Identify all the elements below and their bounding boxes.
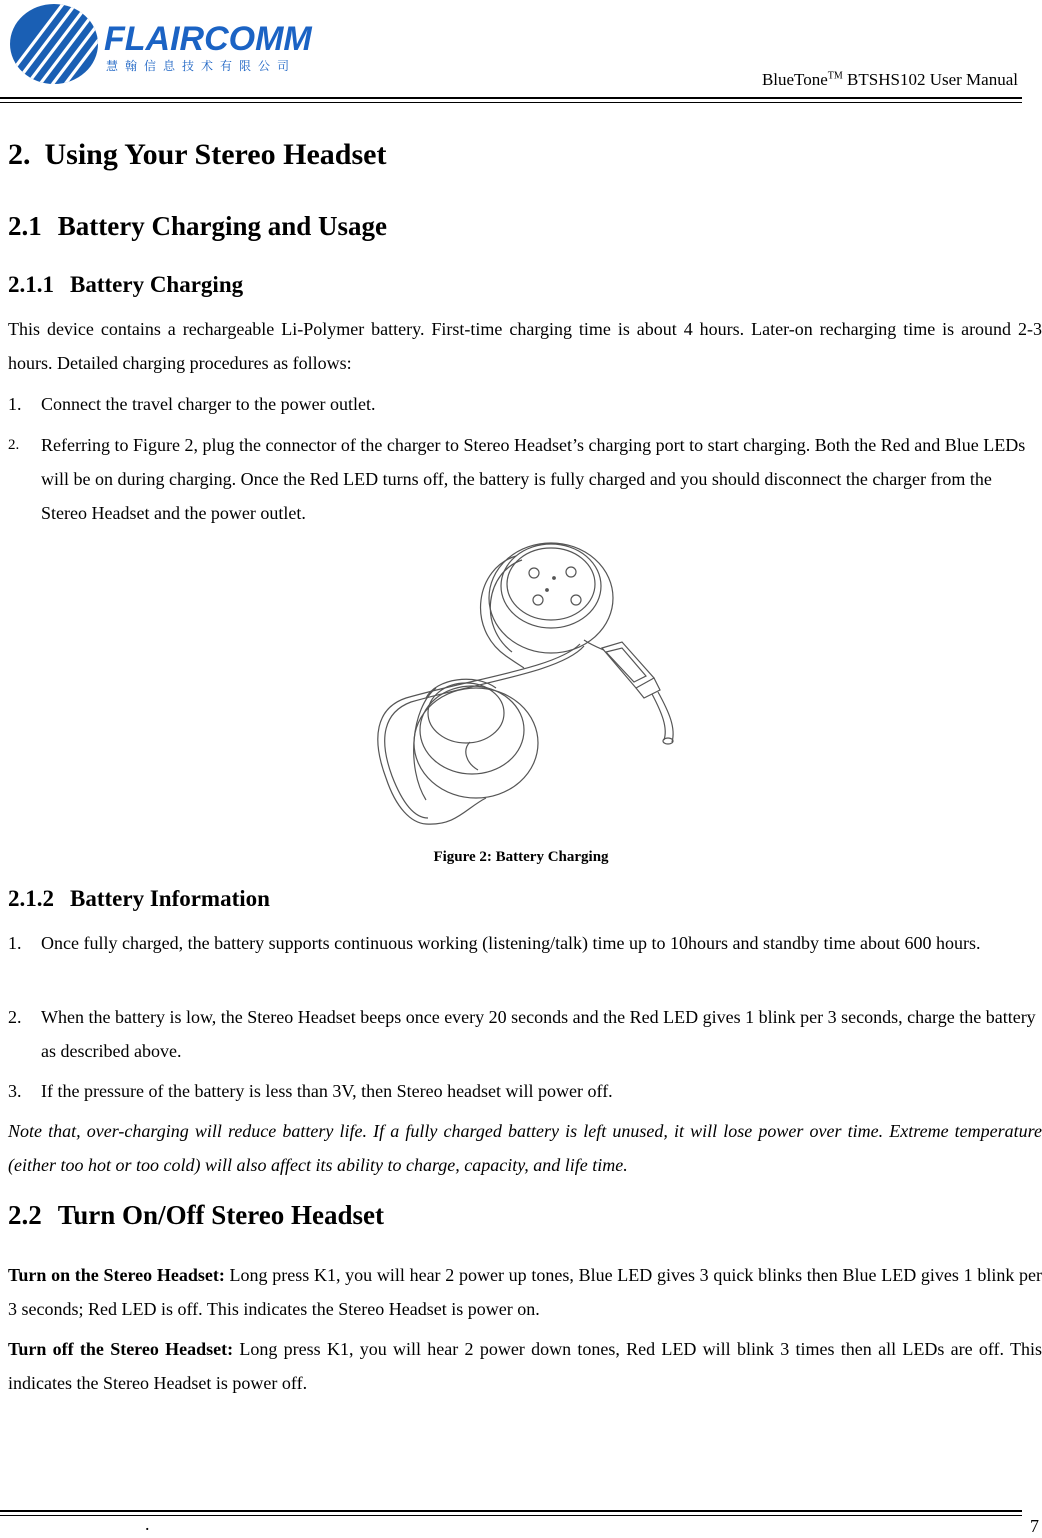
list-item: 2. Referring to Figure 2, plug the connector of the charger to Stereo Headset’s charging port to start charging. Both the Red and Blue LEDs will be on during charging. Once the Red LED turns off, the battery is fully charged and you should disconnect the charger from the Stereo Headset and the power outlet. bbox=[8, 435, 1026, 523]
footer-mark: . bbox=[145, 1514, 150, 1534]
flaircomm-logo bbox=[6, 2, 316, 90]
battery-note: Note that, over-charging will reduce battery life. If a fully charged battery is left unused, it will lose power over time. Extreme temperature (either too hot or too cold) will also affect its ability to charge, capacity, and life time. bbox=[8, 1121, 1042, 1175]
section-heading: 2. Using Your Stereo Headset bbox=[8, 138, 387, 171]
list-item: 1. Once fully charged, the battery supports continuous working (listening/talk) time up to 10hours and standby time about 600 hours. bbox=[8, 933, 981, 953]
logo-subtext: 慧翰信息技术有限公司 bbox=[106, 59, 297, 73]
page-number: 7 bbox=[1030, 1516, 1039, 1536]
header-rule-thin bbox=[0, 102, 1022, 103]
headset-charging-illustration bbox=[366, 538, 686, 830]
figure-caption: Figure 2: Battery Charging bbox=[433, 849, 609, 865]
header-rule bbox=[0, 97, 1022, 99]
subsection-heading-2-1: 2.1 Battery Charging and Usage bbox=[8, 211, 387, 241]
footer-rule-thin bbox=[0, 1515, 1022, 1516]
subsection-heading-2-1-2: 2.1.2 Battery Information bbox=[8, 886, 270, 911]
list-item: 3. If the pressure of the battery is less than 3V, then Stereo headset will power off. bbox=[8, 1081, 613, 1101]
turn-off-paragraph: Turn off the Stereo Headset: Long press K1, you will hear 2 power down tones, Red LED will blink 3 times then all LEDs are off. This indicates the Stereo Headset is power off. bbox=[8, 1339, 1042, 1393]
turn-on-paragraph: Turn on the Stereo Headset: Long press K1, you will hear 2 power up tones, Blue LED gives 3 quick blinks then Blue LED gives 1 blink per 3 seconds; Red LED is off. This indicates the Stereo Headset is power on. bbox=[8, 1265, 1042, 1319]
logo-text: FLAIRCOMM bbox=[104, 20, 312, 58]
subsection-heading-2-2: 2.2 Turn On/Off Stereo Headset bbox=[8, 1200, 385, 1230]
manual-title: BlueTone™ BTSHS102 User Manual bbox=[761, 70, 1018, 89]
footer-rule bbox=[0, 1510, 1022, 1512]
subsection-heading-2-1-1: 2.1.1 Battery Charging bbox=[8, 272, 244, 297]
list-item: 2. When the battery is low, the Stereo Headset beeps once every 20 seconds and the Red LED gives 1 blink per 3 seconds, charge the battery as described above. bbox=[8, 1007, 1036, 1061]
charging-intro: This device contains a rechargeable Li-Polymer battery. First-time charging time is about 4 hours. Later-on recharging time is around 2-3 hours. Detailed charging procedures as follows: bbox=[8, 319, 1042, 373]
list-item: 1. Connect the travel charger to the power outlet. bbox=[8, 394, 376, 414]
